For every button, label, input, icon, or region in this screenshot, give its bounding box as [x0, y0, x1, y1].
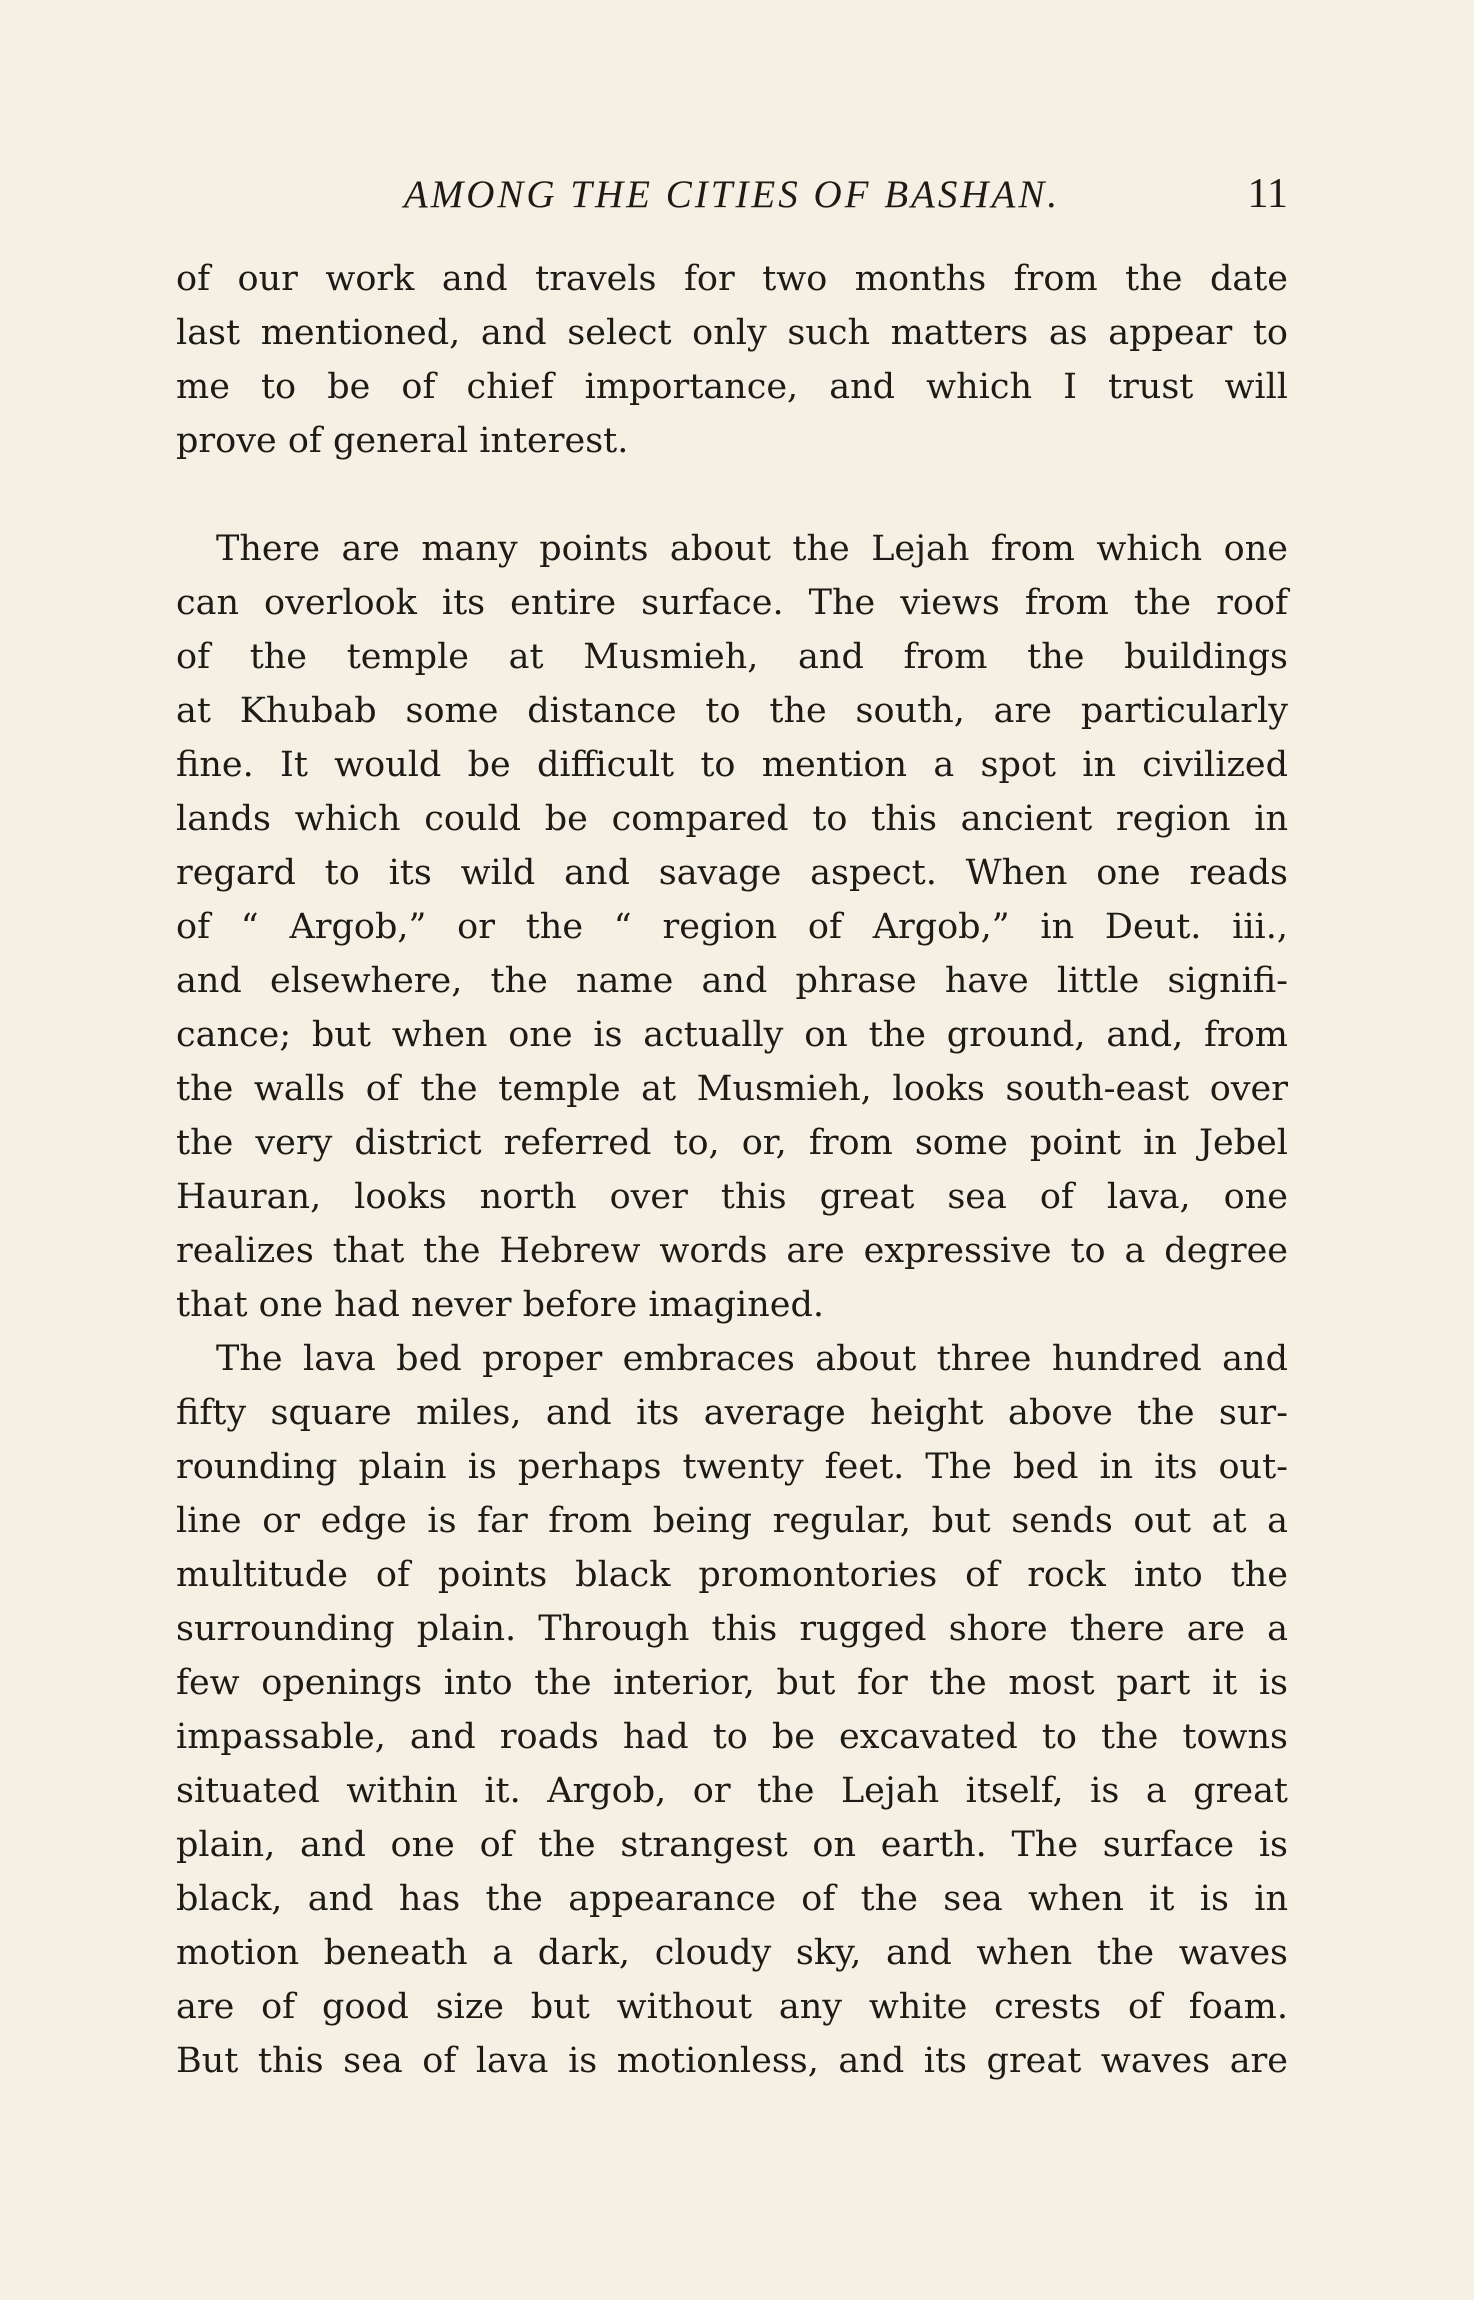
text-line: The lava bed proper embraces about three hundred and — [216, 1339, 1288, 1379]
text-line: multitude of points black promontories of rock into the — [176, 1555, 1288, 1595]
text-line: black, and has the appearance of the sea when it is in — [176, 1879, 1288, 1919]
text-line: Hauran, looks north over this great sea of lava, one — [176, 1177, 1288, 1217]
text-line: the very district referred to, or, from some point in Jebel — [176, 1123, 1288, 1163]
text-line: last mentioned, and select only such matters as appear to — [176, 313, 1288, 353]
text-line: at Khubab some distance to the south, are particularly — [176, 691, 1288, 731]
text-line: that one had never before imagined. — [176, 1285, 824, 1325]
text-line: But this sea of lava is motionless, and its great waves are — [176, 2041, 1288, 2081]
text-line: fine. It would be difficult to mention a spot in civilized — [176, 745, 1288, 785]
text-line: few openings into the interior, but for the most part it is — [176, 1663, 1288, 1703]
text-line: motion beneath a dark, cloudy sky, and when the waves — [176, 1933, 1288, 1973]
text-line: of “ Argob,” or the “ region of Argob,” in Deut. iii., — [176, 907, 1288, 947]
text-line: cance; but when one is actually on the ground, and, from — [176, 1015, 1288, 1055]
text-line: of the temple at Musmieh, and from the buildings — [176, 637, 1288, 677]
text-line: can overlook its entire surface. The views from the roof — [176, 583, 1288, 623]
text-line: and elsewhere, the name and phrase have little signifi- — [176, 961, 1288, 1001]
text-line: There are many points about the Lejah from which one — [216, 529, 1288, 569]
text-line: line or edge is far from being regular, but sends out at a — [176, 1501, 1288, 1541]
text-line: the walls of the temple at Musmieh, looks south-east over — [176, 1069, 1288, 1109]
page-number: 11 — [1247, 171, 1288, 217]
text-line: situated within it. Argob, or the Lejah itself, is a great — [176, 1771, 1288, 1811]
running-head — [176, 164, 1288, 224]
text-line: fifty square miles, and its average height above the sur- — [176, 1393, 1288, 1433]
paragraph-1 — [176, 252, 1288, 468]
text-line: lands which could be compared to this ancient region in — [176, 799, 1288, 839]
text-line: are of good size but without any white crests of foam. — [176, 1987, 1288, 2027]
body-text — [176, 252, 1288, 2088]
running-title: AMONG THE CITIES OF BASHAN. — [403, 173, 1061, 216]
text-line: surrounding plain. Through this rugged shore there are a — [176, 1609, 1288, 1649]
text-line: me to be of chief importance, and which I trust will — [176, 367, 1288, 407]
paragraph-gap — [176, 468, 1288, 522]
text-line: prove of general interest. — [176, 421, 629, 461]
text-line: of our work and travels for two months from the date — [176, 259, 1288, 299]
text-line: impassable, and roads had to be excavated to the towns — [176, 1717, 1288, 1757]
text-line: regard to its wild and savage aspect. When one reads — [176, 853, 1288, 893]
paragraph-3 — [176, 1332, 1288, 2088]
paragraph-2 — [176, 522, 1288, 1332]
text-line: plain, and one of the strangest on earth. The surface is — [176, 1825, 1288, 1865]
text-line: realizes that the Hebrew words are expressive to a degree — [176, 1231, 1288, 1271]
text-line: rounding plain is perhaps twenty feet. The bed in its out- — [176, 1447, 1288, 1487]
